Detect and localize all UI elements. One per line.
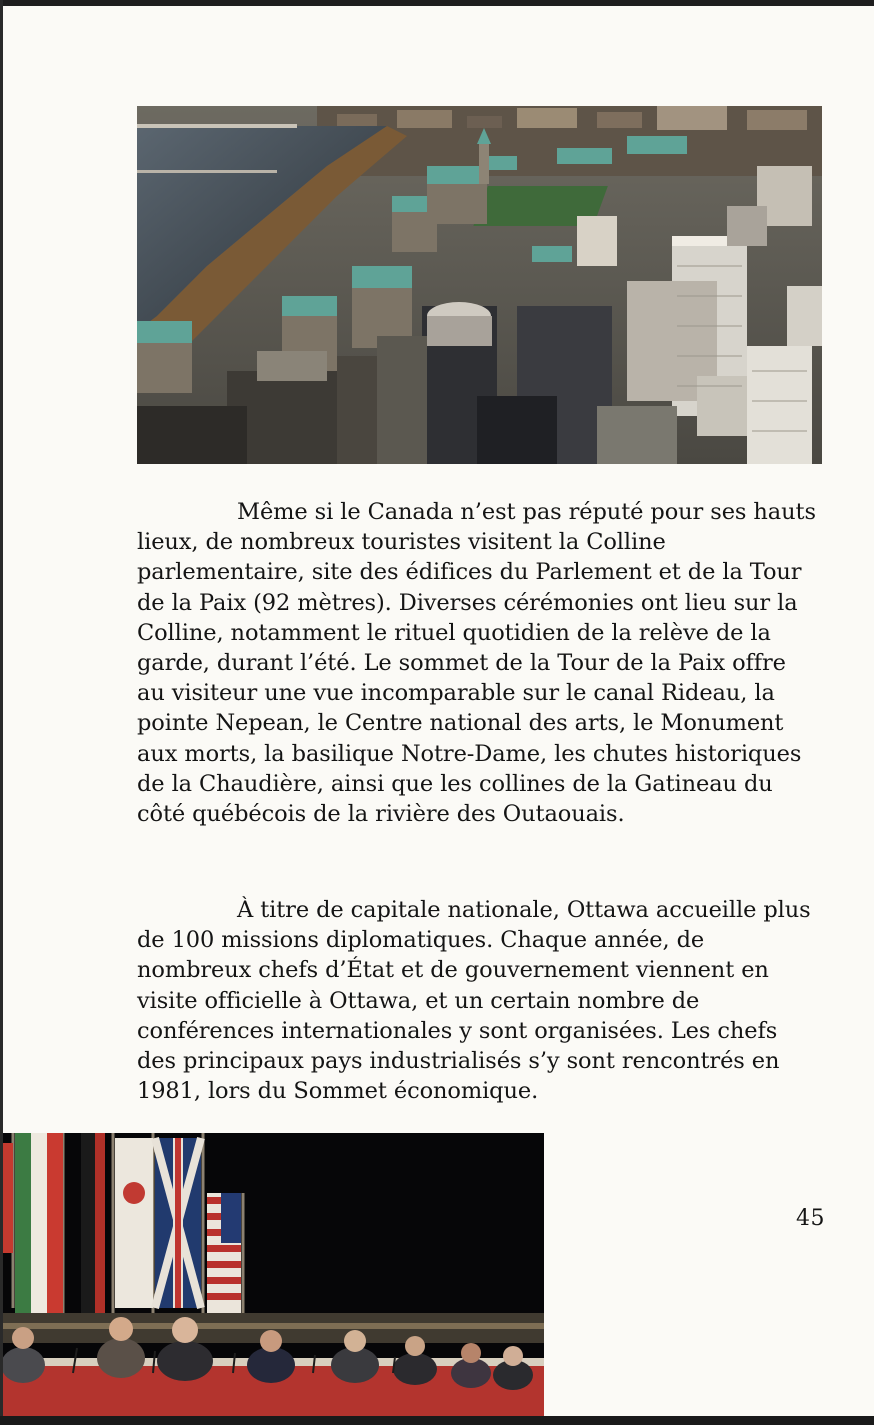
paragraph-1-text: Même si le Canada n’est pas réputé pour ses hauts lieux, de nombreux touristes visitent la Colline parlementaire, site des édifices du Parlement et de la Tour de la Paix (92 mètres). Diverses cérémonies ont lieu sur la Colline, notamment le rituel quotidien de la relève de la garde, durant l’été. Le sommet de la Tour de la Paix offre au visiteur une vue incomparable sur le canal Rideau, la pointe Nepean, le Centre national des arts, le Monument aux morts, la basilique Notre-Dame, les chutes historiques de la Chaudière, ainsi que les collines de la Gatineau du côté québécois de la rivière des Outaouais. [137, 499, 816, 828]
photo-economic-summit [3, 1133, 544, 1416]
paragraph-2-text: À titre de capitale nationale, Ottawa accueille plus de 100 missions diplomatiques. Chaque année, de nombreux chefs d’État et de gouvernement viennent en visite officielle à Ottawa, et un certain nombre de conférences internationales y sont organisées. Les chefs des principaux pays industrialisés s’y sont rencontrés en 1981, lors du Sommet économique. [137, 897, 811, 1105]
page-bottom-edge [0, 1416, 874, 1425]
photo-parliament-hill-aerial [137, 106, 822, 464]
paragraph-parliament-hill [137, 497, 817, 829]
page-top-edge [0, 0, 874, 6]
page-number: 45 [796, 1206, 825, 1231]
paragraph-national-capital [137, 895, 817, 1106]
